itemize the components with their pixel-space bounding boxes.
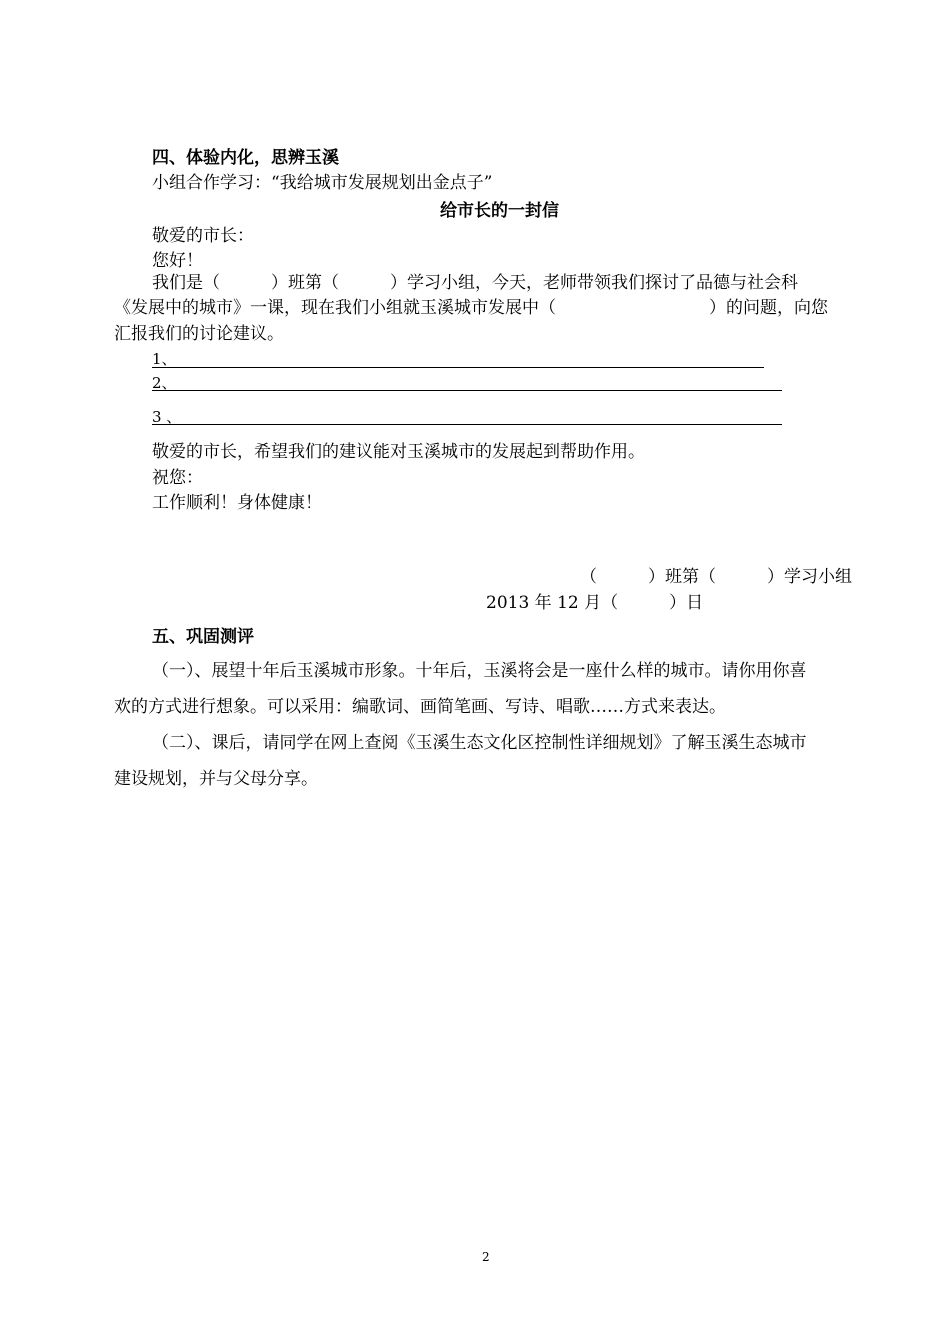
letter-wish-line-1: 祝您： <box>152 468 203 488</box>
letter-body-line-3: 汇报我们的讨论建议。 <box>114 324 284 344</box>
letter-body-line-2: 《发展中的城市》一课，现在我们小组就玉溪城市发展中（ ）的问题，向您 <box>114 298 828 318</box>
letter-date: 2013 年 12 月（ ）日 <box>486 593 704 613</box>
section-5-item-2-line-2: 建设规划，并与父母分享。 <box>114 769 318 789</box>
letter-title: 给市长的一封信 <box>440 201 559 221</box>
section-4-heading: 四、体验内化，思辨玉溪 <box>152 148 339 168</box>
page-number: 2 <box>482 1250 490 1264</box>
letter-body-line-1: 我们是（ ）班第（ ）学习小组，今天，老师带领我们探讨了品德与社会科 <box>152 273 798 293</box>
section-5-heading: 五、巩固测评 <box>152 627 254 647</box>
suggestion-line-3 <box>152 424 782 425</box>
suggestion-label-3: 3 、 <box>152 408 182 426</box>
suggestion-label-2: 2、 <box>152 374 177 392</box>
suggestion-line-1 <box>152 367 764 368</box>
section-5-item-1-line-2: 欢的方式进行想象。可以采用：编歌词、画简笔画、写诗、唱歌……方式来表达。 <box>114 697 726 717</box>
section-5-item-2-line-1: （二）、课后，请同学在网上查阅《玉溪生态文化区控制性详细规划》了解玉溪生态城市 <box>152 733 807 753</box>
section-4-intro: 小组合作学习：“我给城市发展规划出金点子” <box>152 173 493 193</box>
letter-signature: （ ）班第（ ）学习小组 <box>580 567 852 587</box>
letter-wish-line-2: 工作顺利！身体健康！ <box>152 493 322 513</box>
letter-salutation: 敬爱的市长： <box>152 226 254 246</box>
suggestion-label-1: 1、 <box>152 350 177 368</box>
section-5-item-1-line-1: （一）、展望十年后玉溪城市形象。十年后，玉溪将会是一座什么样的城市。请你用你喜 <box>152 661 807 681</box>
letter-greeting: 您好！ <box>152 251 203 271</box>
suggestion-line-2 <box>152 390 782 391</box>
letter-closing: 敬爱的市长，希望我们的建议能对玉溪城市的发展起到帮助作用。 <box>152 442 645 462</box>
